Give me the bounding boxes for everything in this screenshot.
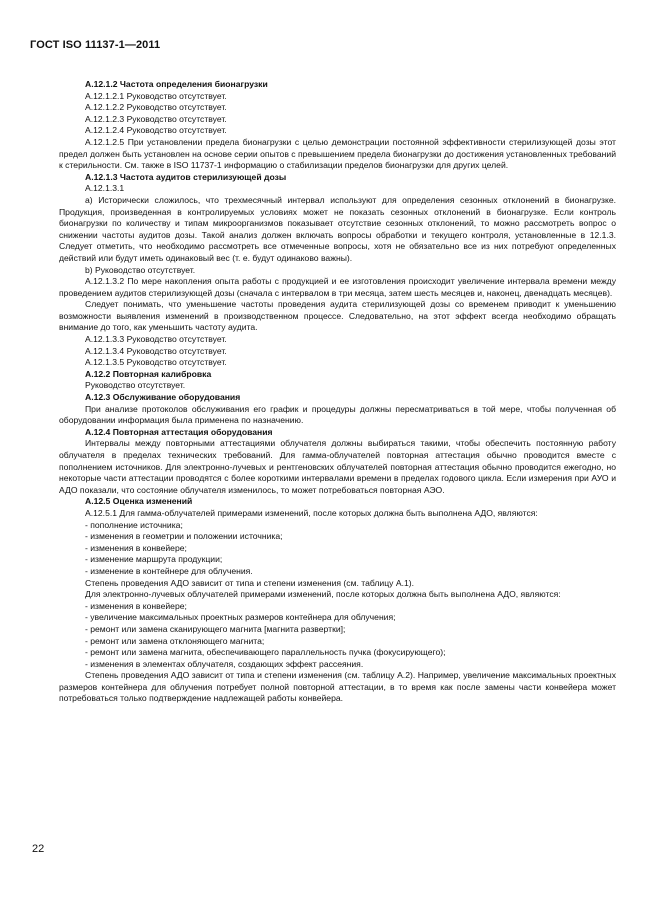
section-heading: А.12.4 Повторная аттестация оборудования xyxy=(85,426,273,437)
paragraph: А.12.1.3.1 xyxy=(85,183,125,194)
page-number: 22 xyxy=(32,843,45,855)
section-heading: А.12.5 Оценка изменений xyxy=(85,496,193,507)
paragraph: При анализе протоколов обслуживания его график и процедуры должны пересматриваться в той мере, чтобы полученная об оборудовании информация была применена по назначению. xyxy=(59,403,616,426)
paragraph: - ремонт или замена магнита, обеспечивающего параллельность пучка (фокусирующего); xyxy=(85,647,446,658)
paragraph: а) Исторически сложилось, что трехмесячный интервал используют для определения сезонных отклонений в бионагрузке. Продукция, произведенная в контролируемых условиях может не показать сезонных отклонений в бионагрузке. Если контроль бионагрузки по количеству и типам микроорганизмов показывает отсутствие сезонных отклонений, то можно рассмотреть вопрос о снижении частоты аудитов дозы. Такой анализ должен включать вопросы обработки и текущего контроля, установленные в 12.1.3. Следует отметить, что необходимо рассмотреть все отмеченные вопросы, хотя не обязательно все из них потребуют определенных действий или будут иметь одинаковый вес (т. е. будут одинаково важны). xyxy=(59,194,616,263)
paragraph: - изменение маршрута продукции; xyxy=(85,554,223,565)
paragraph: Для электронно-лучевых облучателей примерами изменений, после которых должна быть выполнена АДО, являются: xyxy=(85,589,561,600)
paragraph: - ремонт или замена сканирующего магнита [магнита развертки]; xyxy=(85,623,346,634)
section-heading: А.12.2 Повторная калибровка xyxy=(85,368,212,379)
paragraph: А.12.1.3.4 Руководство отсутствует. xyxy=(85,345,227,356)
section-heading: А.12.3 Обслуживание оборудования xyxy=(85,392,241,403)
paragraph: - увеличение максимальных проектных размеров контейнера для облучения; xyxy=(85,612,396,623)
paragraph: А.12.1.2.1 Руководство отсутствует. xyxy=(85,90,227,101)
paragraph: А.12.5.1 Для гамма-облучателей примерами изменений, после которых должна быть выполнена АДО, являются: xyxy=(85,507,538,518)
paragraph: - изменения в геометрии и положении источника; xyxy=(85,531,283,542)
paragraph: - изменения в конвейере; xyxy=(85,600,187,611)
paragraph: А.12.1.2.2 Руководство отсутствует. xyxy=(85,102,227,113)
document-header: ГОСТ ISO 11137-1—2011 xyxy=(30,39,161,51)
paragraph: - изменения в конвейере; xyxy=(85,542,187,553)
paragraph: А.12.1.3.2 По мере накопления опыта работы с продукцией и ее изготовления происходит увеличение интервала времени между проведением аудитов стерилизующей дозы (сначала с интервалом в три месяца, затем шесть месяцев и, наконец, двенадцать месяцев). xyxy=(59,276,616,298)
paragraph: - пополнение источника; xyxy=(85,519,183,530)
paragraph: А.12.1.3.3 Руководство отсутствует. xyxy=(85,334,227,345)
paragraph: Степень проведения АДО зависит от типа и степени изменения (см. таблицу А.2). Например, увеличение максимальных проектных размеров контейнера для облучения потребует полной повторной аттестации, в то время как после замены части конвейера может потребоваться только подтверждение надлежащей работы конвейера. xyxy=(59,670,616,704)
paragraph: b) Руководство отсутствует. xyxy=(85,264,196,275)
paragraph: Интервалы между повторными аттестациями облучателя должны выбираться такими, чтобы обеспечить постоянную работу облучателя в пределах технических требований. Для гамма-облучателей повторная аттестация обычно проводится вместе с пополнением источников. Для электронно-лучевых и рентгеновских облучателей повторная аттестация обычно проводится ежегодно, но некоторые части аттестации проводятся с более короткими интервалами времени в пределах годового цикла. Если измерения при АУО и АДО показали, что состояние облучателя изменилось, то может потребоваться повторная АЭО. xyxy=(59,438,616,495)
paragraph: А.12.1.2.5 При установлении предела бионагрузки с целью демонстрации постоянной эффективности стерилизующей дозы этот предел должен быть установлен на основе серии опытов с превышением предела бионагрузки до достижения установленных требований к стерильности. См. также в ISO 11737-1 информацию о стабилизации пределов бионагрузки для других целей. xyxy=(59,136,616,171)
paragraph: Следует понимать, что уменьшение частоты проведения аудита стерилизующей дозы со временем приводит к уменьшению возможности выявления изменений в производственном процессе. Следовательно, на этот эффект всегда необходимо обращать внимание до того, как уменьшить частоту аудита. xyxy=(59,299,616,333)
paragraph: Степень проведения АДО зависит от типа и степени изменения (см. таблицу А.1). xyxy=(85,577,414,588)
paragraph: А.12.1.2.3 Руководство отсутствует. xyxy=(85,113,227,124)
document-body xyxy=(59,79,616,705)
paragraph: - ремонт или замена отклоняющего магнита; xyxy=(85,635,265,646)
section-heading: А.12.1.2 Частота определения бионагрузки xyxy=(85,79,268,89)
paragraph: - изменения в элементах облучателя, создающих эффект рассеяния. xyxy=(85,658,364,669)
paragraph: - изменение в контейнере для облучения. xyxy=(85,565,253,576)
paragraph: А.12.1.3.5 Руководство отсутствует. xyxy=(85,357,227,368)
section-heading: А.12.1.3 Частота аудитов стерилизующей дозы xyxy=(85,171,287,182)
paragraph: Руководство отсутствует. xyxy=(85,380,186,391)
paragraph: А.12.1.2.4 Руководство отсутствует. xyxy=(85,125,227,136)
